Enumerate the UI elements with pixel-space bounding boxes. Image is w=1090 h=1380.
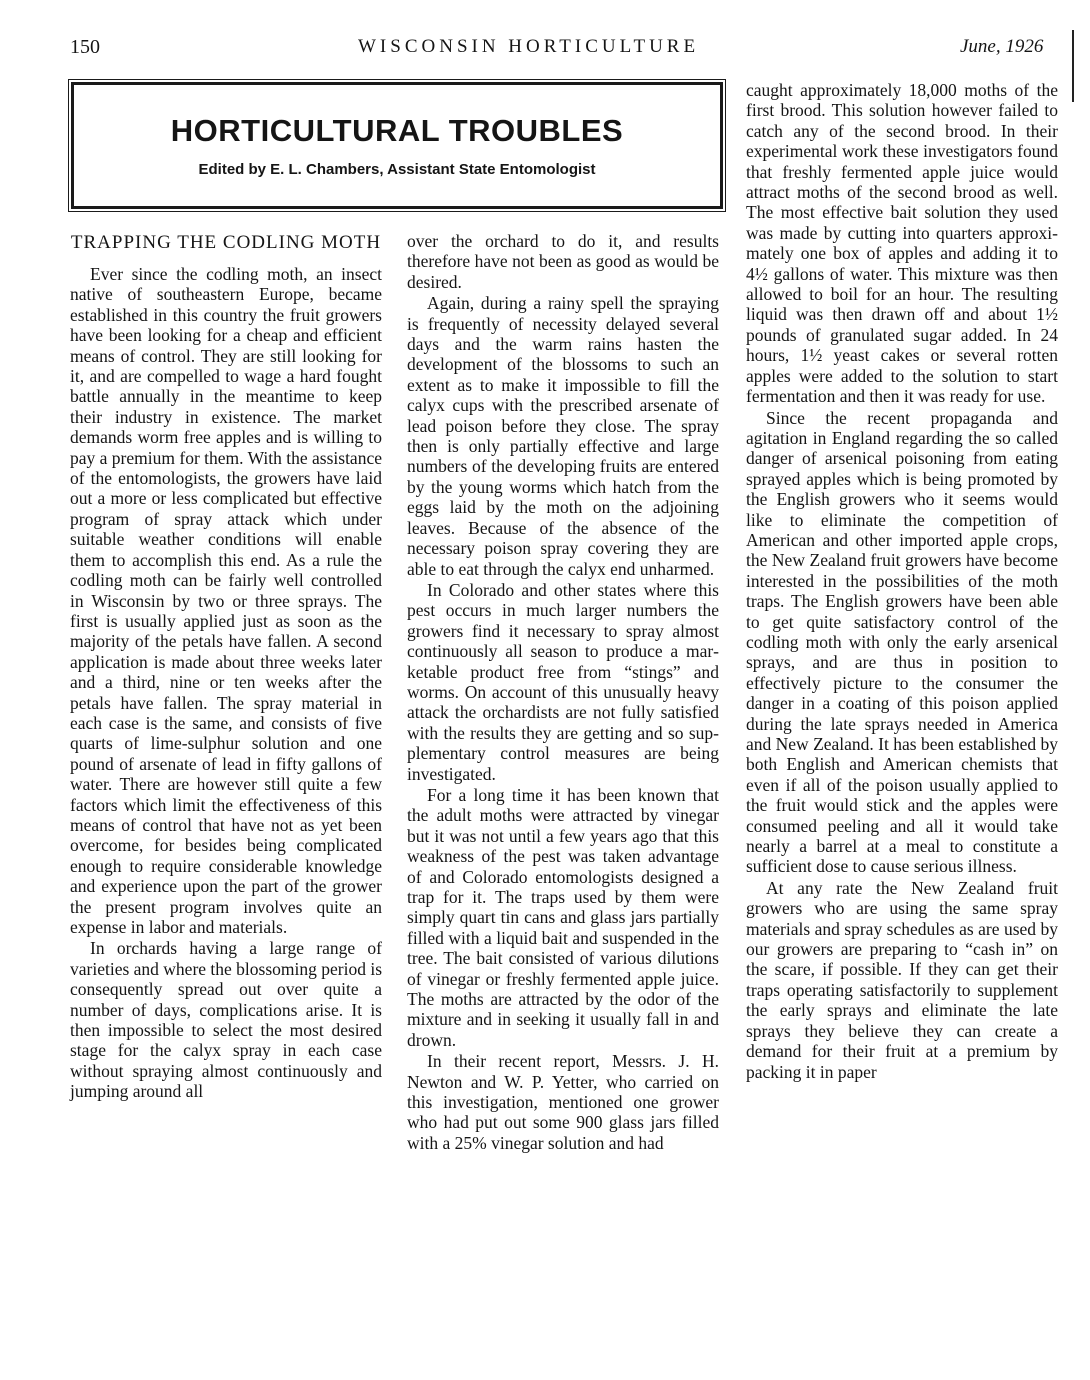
section-title: HORTICULTURAL TROUBLES — [170, 113, 624, 148]
paragraph: Since the recent propaganda and agitation in England regarding the so called danger of arsenical poisoning from eating sprayed apples which is being promoted by the English growers who it seems would like to eliminate the competition of American and other imported apple crops, the New Zealand fruit growers have become interested in the possibilities of the moth traps. The English growers have been able to get quite satisfactory control of the codling moth with only the early arsenical sprays, and are thus in position to effectively picture to the consumer the danger in a coating of this poison applied during the late sprays needed in America and New Zealand. It has been established by both English and American chemists that even if all of the poison usually applied to the fruit would stick and the apples were consumed peeling and all it would take nearly a barrel at a meal to constitute a sufficient dose to cause serious illness. — [746, 407, 1058, 877]
text-column-1 — [70, 231, 382, 1102]
running-title: WISCONSIN HORTICULTURE — [358, 36, 700, 57]
text-column-3 — [746, 80, 1058, 1082]
page-number: 150 — [70, 36, 100, 58]
section-editor-credit: Edited by E. L. Chambers, Assistant State Entomologist — [198, 161, 596, 178]
paragraph: Ever since the codling moth, an insect native of southeastern Europe, became established in this country the fruit growers have been looking for a cheap and efficient means of control. They are still looking for it, and are compelled to wage a hard fought battle annually in the meantime to keep their industry in existence. The market demands worm free apples and is willing to pay a premium for them. With the assistance of the entomologists, the growers have laid out a more or less complicated but effective program of spray attack which under suitable weather conditions will enable them to accomplish this end. As a rule the codling moth can be fairly well controlled in Wisconsin by two or three sprays. The first is usually applied just as soon as the majority of the petals have fallen. A second application is made about three weeks later and a third, nine or ten weeks after the petals have fallen. The spray material in each case is the same, and consists of five quarts of lime-sulphur solution and one pound of arsenate of lead in fifty gallons of water. There are however still quite a few factors which limit the effectiveness of this means of control that have not as yet been overcome, for besides being complicated enough to require considerable knowledge and experience upon the part of the grower the present program involves quite an expense in labor and materials. — [70, 264, 382, 937]
paragraph: In orchards having a large range of varieties and where the blossoming period is consequently spread out over quite a number of days, complications arise. It is then impossible to select the most desired stage for the calyx spray in each case without spraying almost continuously and jumping around all — [70, 938, 383, 1102]
text-column-2 — [407, 231, 719, 1153]
issue-date: June, 1926 — [960, 36, 1044, 57]
section-banner — [71, 82, 723, 209]
paragraph: In their recent report, Messrs. J. H. Newton and W. P. Yetter, who carried on this investigation, mentioned one grower who had put out some 900 glass jars filled with a 25% vinegar solution and had — [407, 1051, 719, 1153]
paragraph: At any rate the New Zealand fruit growers who are using the same spray materials and spray schedules as are used by our growers are preparing to “cash in” on the scare, if possible. If they can get their traps operating satisfactorily to supplement the early sprays and eliminate the late sprays they believe they can create a demand for their fruit at a premium by packing it in paper — [746, 877, 1058, 1082]
paragraph: caught approximately 18,000 moths of the first brood. This solution however failed to catch any of the second brood. In their experimental work these investigators found that freshly fermented apple juice would attract moths of the second brood as well. The most effective bait solution they used was made by cutting into quarters approximately one box of apples and adding it to 4½ gallons of water. This mixture was then allowed to boil for an hour. The resulting liquid was then drawn off and about 1½ pounds of granulated sugar added. In 24 hours, 1½ yeast cakes or several rotten apples were added to the solution to start fermentation and then it was ready for use. — [746, 80, 1058, 407]
article-title: TRAPPING THE CODLING MOTH — [70, 232, 382, 253]
paragraph: For a long time it has been known that the adult moths were attracted by vinegar but it was not until a few years ago that this weakness of the pest was taken advantage of and Colorado entomologists designed a trap for it. The traps used by them were simply quart tin cans and glass jars partially filled with a liquid bait and suspended in the tree. The bait consisted of various dilutions of vinegar or freshly fermented apple juice. The moths are attracted by the odor of the mixture and in seeking it usually fall in and drown. — [407, 784, 719, 1050]
paragraph: over the orchard to do it, and results therefore have not been as good as would be desired. — [407, 231, 719, 292]
paragraph: In Colorado and other states where this pest occurs in much larger numbers the growers find it necessary to spray almost continuously all season to produce a marketable product free from “stings” and worms. On account of this unusually heavy attack the orchardists are not fully satisfied with the results they are getting and so supplementary control measures are being investigated. — [407, 579, 719, 784]
page-edge-rule — [1072, 30, 1074, 102]
paragraph: Again, during a rainy spell the spraying is frequently of necessity delayed several days and the warm rains hasten the development of the blossoms to such an extent as to make it impossible to fill the calyx cups with the prescribed arsenate of lead poison before they close. The spray then is only partially effective and large numbers of the developing fruits are entered by the young worms which hatch from the eggs laid by the moth on the adjoining leaves. Because of the absence of the necessary poison spray covering they are able to eat through the calyx end unharmed. — [407, 293, 719, 579]
